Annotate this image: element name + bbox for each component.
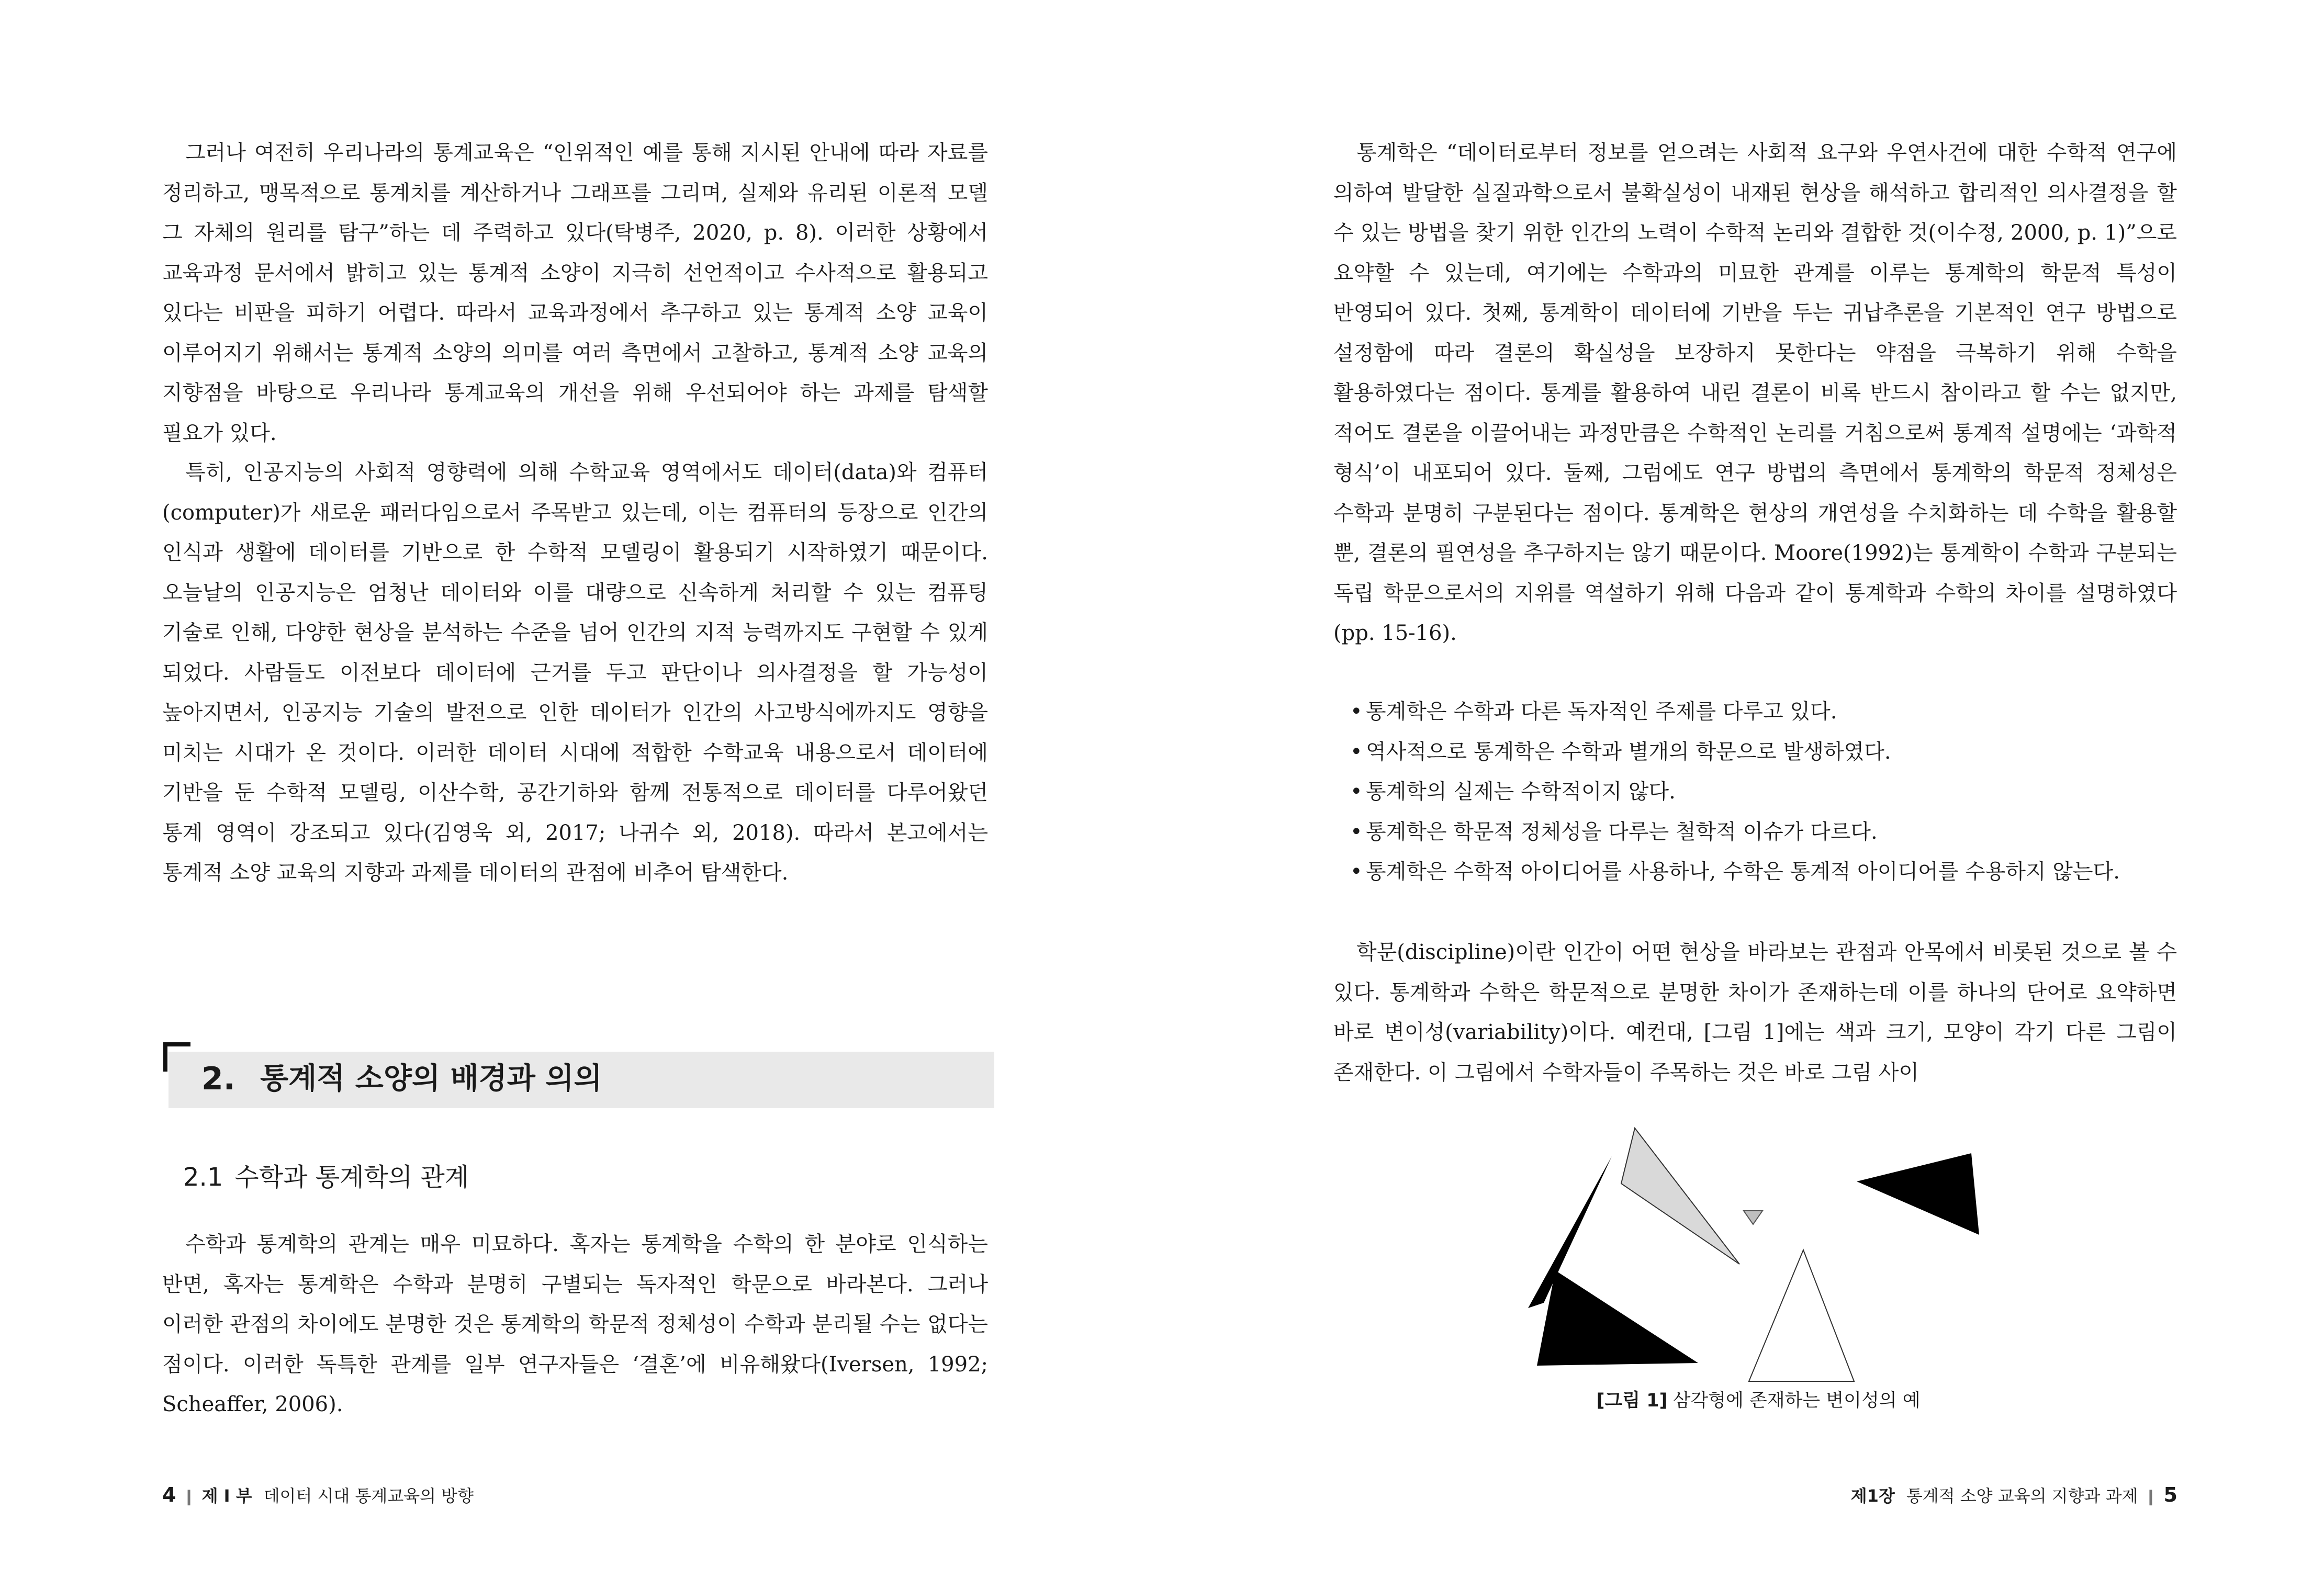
figure-label: [그림 1] [1596,1390,1668,1411]
section-title: 통계적 소양의 배경과 의의 [260,1062,602,1096]
right-footer [1851,1482,2177,1510]
list-item: • 통계학은 학문적 정체성을 다루는 철학적 이슈가 다르다. [1350,812,2177,852]
bullet-marker: • [1350,860,1363,884]
left-footer-title: 데이터 시대 통계교육의 방향 [263,1486,474,1506]
left-footer-part: 제 I 부 [201,1486,252,1506]
figure-caption-text: 삼각형에 존재하는 변이성의 예 [1672,1390,1921,1411]
list-item: • 통계학은 수학과 다른 독자적인 주제를 다루고 있다. [1350,692,2177,732]
figure-caption [1518,1388,1999,1414]
footer-separator: ❙ [2144,1488,2158,1506]
gray-triangle [1621,1128,1739,1264]
left-paragraph-2: 특히, 인공지능의 사회적 영향력에 의해 수학교육 영역에서도 데이터(data)와 컴퓨터(computer)가 새로운 패러다임으로서 주목받고 있는데, 이는 컴퓨터의 등장으로 인간의 인식과 생활에 데이터를 기반으로 한 수학적 모델링이 활용되기 시작하였기 때문이다. 오늘날의 인공지능은 엄청난 데이터와 이를 대량으로 신속하게 처리할 수 있는 컴퓨팅 기술로 인해, 다양한 현상을 분석하는 수준을 넘어 인간의 지적 능력까지도 구현할 수 있게 되었다. 사람들도 이전보다 데이터에 근거를 두고 판단이나 의사결정을 할 가능성이 높아지면서, 인공지능 기술의 발전으로 인한 데이터가 인간의 사고방식에까지도 영향을 미치는 시대가 온 것이다. 이러한 데이터 시대에 적합한 수학교육 내용으로서 데이터에 기반을 둔 수학적 모델링, 이산수학, 공간기하와 함께 전통적으로 데이터를 다루어왔던 통계 영역이 강조되고 있다(김영욱 외, 2017; 나귀수 외, 2018). 따라서 본고에서는 통계적 소양 교육의 지향과 과제를 데이터의 관점에 비추어 탐색한다. [162,460,988,885]
bullet-marker: • [1350,780,1363,804]
bullet-marker: • [1350,700,1363,724]
right-footer-chapter: 제1장 [1850,1486,1895,1506]
list-item: • 통계학은 수학적 아이디어를 사용하나, 수학은 통계적 아이디어를 수용하지 않는다. [1350,852,2177,892]
list-item: • 역사적으로 통계학은 수학과 별개의 학문으로 발생하였다. [1350,732,2177,772]
subsection-number: 2.1 [183,1163,223,1192]
left-footer [162,1482,474,1510]
section-number: 2. [201,1061,235,1097]
bullet-marker: • [1350,739,1363,764]
right-paragraph-2: 학문(discipline)이란 인간이 어떤 현상을 바라보는 관점과 안목에서 비롯된 것으로 볼 수 있다. 통계학과 수학은 학문적으로 분명한 차이가 존재하는데 이를 하나의 단어로 요약하면 바로 변이성(variability)이다. 예컨대, [그림 1]에는 색과 크기, 모양이 각기 다른 그림이 존재한다. 이 그림에서 수학자들이 주목하는 것은 바로 그림 사이 [1333,940,2177,1085]
right-page-number: 5 [2163,1483,2177,1506]
right-footer-title: 통계적 소양 교육의 지향과 과제 [1906,1486,2138,1506]
black-right-triangle [1857,1153,1979,1235]
subsection-title: 수학과 통계학의 관계 [234,1163,469,1192]
left-paragraph-1: 그러나 여전히 우리나라의 통계교육은 “인위적인 예를 통해 지시된 안내에 따라 자료를 정리하고, 맹목적으로 통계치를 계산하거나 그래프를 그리며, 실제와 유리된 이론적 모델 그 자체의 원리를 탐구”하는 데 주력하고 있다(탁병주, 2020, p. 8). 이러한 상황에서 교육과정 문서에서 밝히고 있는 통계적 소양이 지극히 선언적이고 수사적으로 활용되고 있다는 비판을 피하기 어렵다. 따라서 교육과정에서 추구하고 있는 통계적 소양 교육이 이루어지기 위해서는 통계적 소양의 의미를 여러 측면에서 고찰하고, 통계적 소양 교육의 지향점을 바탕으로 우리나라 통계교육의 개선을 위해 우선되어야 하는 과제를 탐색할 필요가 있다. [162,141,988,445]
list-item: • 통계학의 실제는 수학적이지 않다. [1350,772,2177,812]
section-corner-mark [163,1042,190,1072]
right-paragraph-1: 통계학은 “데이터로부터 정보를 얻으려는 사회적 요구와 우연사건에 대한 수학적 연구에 의하여 발달한 실질과학으로서 불확실성이 내재된 현상을 해석하고 합리적인 의사결정을 할 수 있는 방법을 찾기 위한 인간의 노력이 수학적 논리와 결합한 것(이수정, 2000, p. 1)”으로 요약할 수 있는데, 여기에는 수학과의 미묘한 관계를 이루는 통계학의 학문적 특성이 반영되어 있다. 첫째, 통계학이 데이터에 기반을 두는 귀납추론을 기본적인 연구 방법으로 설정함에 따라 결론의 확실성을 보장하지 못한다는 약점을 극복하기 위해 수학을 활용하였다는 점이다. 통계를 활용하여 내린 결론이 비록 반드시 참이라고 할 수는 없지만, 적어도 결론을 이끌어내는 과정만큼은 수학적인 논리를 거침으로써 통계적 설명에는 ‘과학적 형식’이 내포되어 있다. 둘째, 그럼에도 연구 방법의 측면에서 통계학의 학문적 정체성은 수학과 분명히 구분된다는 점이다. 통계학은 현상의 개연성을 수치화하는 데 수학을 활용할 뿐, 결론의 필연성을 추구하지는 않기 때문이다. Moore(1992)는 통계학이 수학과 구분되는 독립 학문으로서의 지위를 역설하기 위해 다음과 같이 통계학과 수학의 차이를 설명하였다(pp. 15-16). [1333,141,2177,645]
small-gray-triangle [1744,1211,1762,1224]
difference-list [1350,692,2177,892]
black-large-triangle [1537,1270,1698,1366]
triangles-figure [1507,1114,2009,1407]
subsection-heading [183,1161,469,1194]
footer-separator: ❙ [182,1488,196,1506]
left-page-number: 4 [162,1483,176,1506]
bullet-marker: • [1350,819,1363,844]
white-triangle [1749,1250,1854,1381]
left-paragraph-3: 수학과 통계학의 관계는 매우 미묘하다. 혹자는 통계학을 수학의 한 분야로 인식하는 반면, 혹자는 통계학은 수학과 분명히 구별되는 독자적인 학문으로 바라본다. 그러나 이러한 관점의 차이에도 분명한 것은 통계학의 학문적 정체성이 수학과 분리될 수는 없다는 점이다. 이러한 독특한 관계를 일부 연구자들은 ‘결혼’에 비유해왔다(Iversen, 1992; Scheaffer, 2006). [162,1232,988,1416]
